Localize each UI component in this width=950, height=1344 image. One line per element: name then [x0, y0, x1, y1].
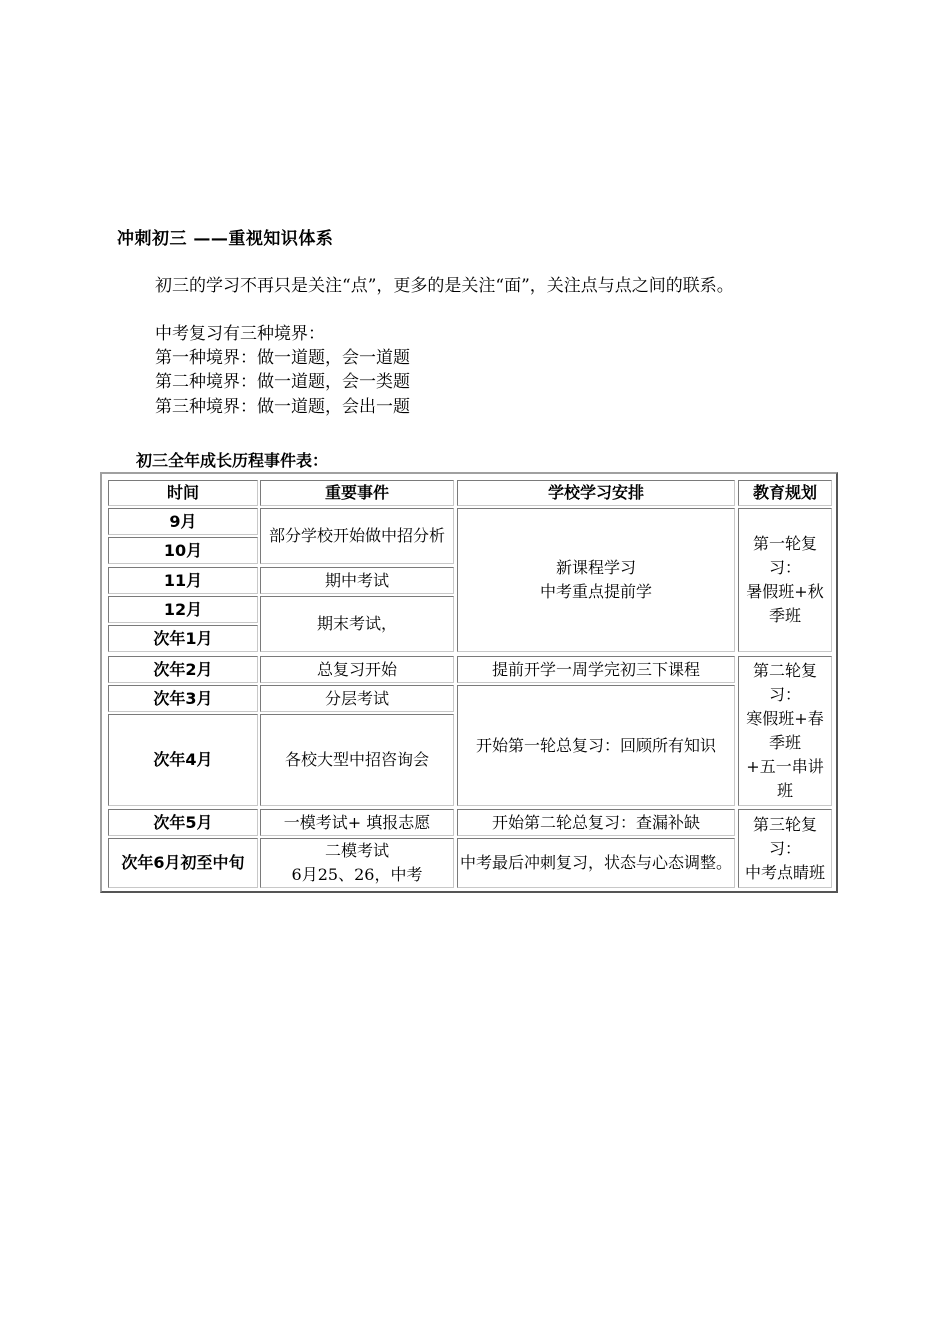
event-cell: 部分学校开始做中招分析	[260, 508, 454, 564]
time-cell: 次年4月	[108, 714, 258, 806]
header-time: 时间	[108, 480, 258, 506]
plan-cell: 第一轮复习： 暑假班+秋季班	[738, 508, 832, 652]
events-table	[100, 472, 838, 893]
event-cell: 一模考试+ 填报志愿	[260, 809, 454, 836]
table-caption: 初三全年成长历程事件表：	[136, 451, 329, 470]
time-cell: 次年1月	[108, 625, 258, 652]
school-cell: 提前开学一周学完初三下课程	[457, 656, 735, 683]
time-cell: 次年6月初至中旬	[108, 838, 258, 888]
school-cell: 新课程学习 中考重点提前学	[457, 508, 735, 652]
plan-cell: 第二轮复习： 寒假班+春季班 +五一串讲班	[738, 656, 832, 806]
time-cell: 12月	[108, 596, 258, 623]
event-cell: 总复习开始	[260, 656, 454, 683]
school-cell: 开始第二轮总复习：查漏补缺	[457, 809, 735, 836]
time-cell: 11月	[108, 567, 258, 594]
section-heading: 冲刺初三 ——重视知识体系	[117, 229, 334, 249]
header-plan: 教育规划	[738, 480, 832, 506]
event-cell: 期末考试，	[260, 596, 454, 652]
time-cell: 次年2月	[108, 656, 258, 683]
review-level-3: 第三种境界：做一道题，会出一题	[155, 397, 410, 417]
intro-paragraph: 初三的学习不再只是关注“点”，更多的是关注“面”，关注点与点之间的联系。	[155, 276, 734, 296]
event-cell: 各校大型中招咨询会	[260, 714, 454, 806]
school-cell: 中考最后冲刺复习，状态与心态调整。	[457, 838, 735, 888]
review-intro-line: 中考复习有三种境界：	[155, 324, 325, 344]
time-cell: 次年5月	[108, 809, 258, 836]
time-cell: 次年3月	[108, 685, 258, 712]
event-cell: 二模考试 6月25、26，中考	[260, 838, 454, 888]
review-level-1: 第一种境界：做一道题，会一道题	[155, 348, 410, 368]
event-cell: 期中考试	[260, 567, 454, 594]
review-level-2: 第二种境界：做一道题，会一类题	[155, 372, 410, 392]
plan-cell: 第三轮复习： 中考点睛班	[738, 809, 832, 888]
time-cell: 9月	[108, 508, 258, 535]
time-cell: 10月	[108, 537, 258, 564]
header-school: 学校学习安排	[457, 480, 735, 506]
school-cell: 开始第一轮总复习：回顾所有知识	[457, 685, 735, 806]
event-cell: 分层考试	[260, 685, 454, 712]
header-events: 重要事件	[260, 480, 454, 506]
